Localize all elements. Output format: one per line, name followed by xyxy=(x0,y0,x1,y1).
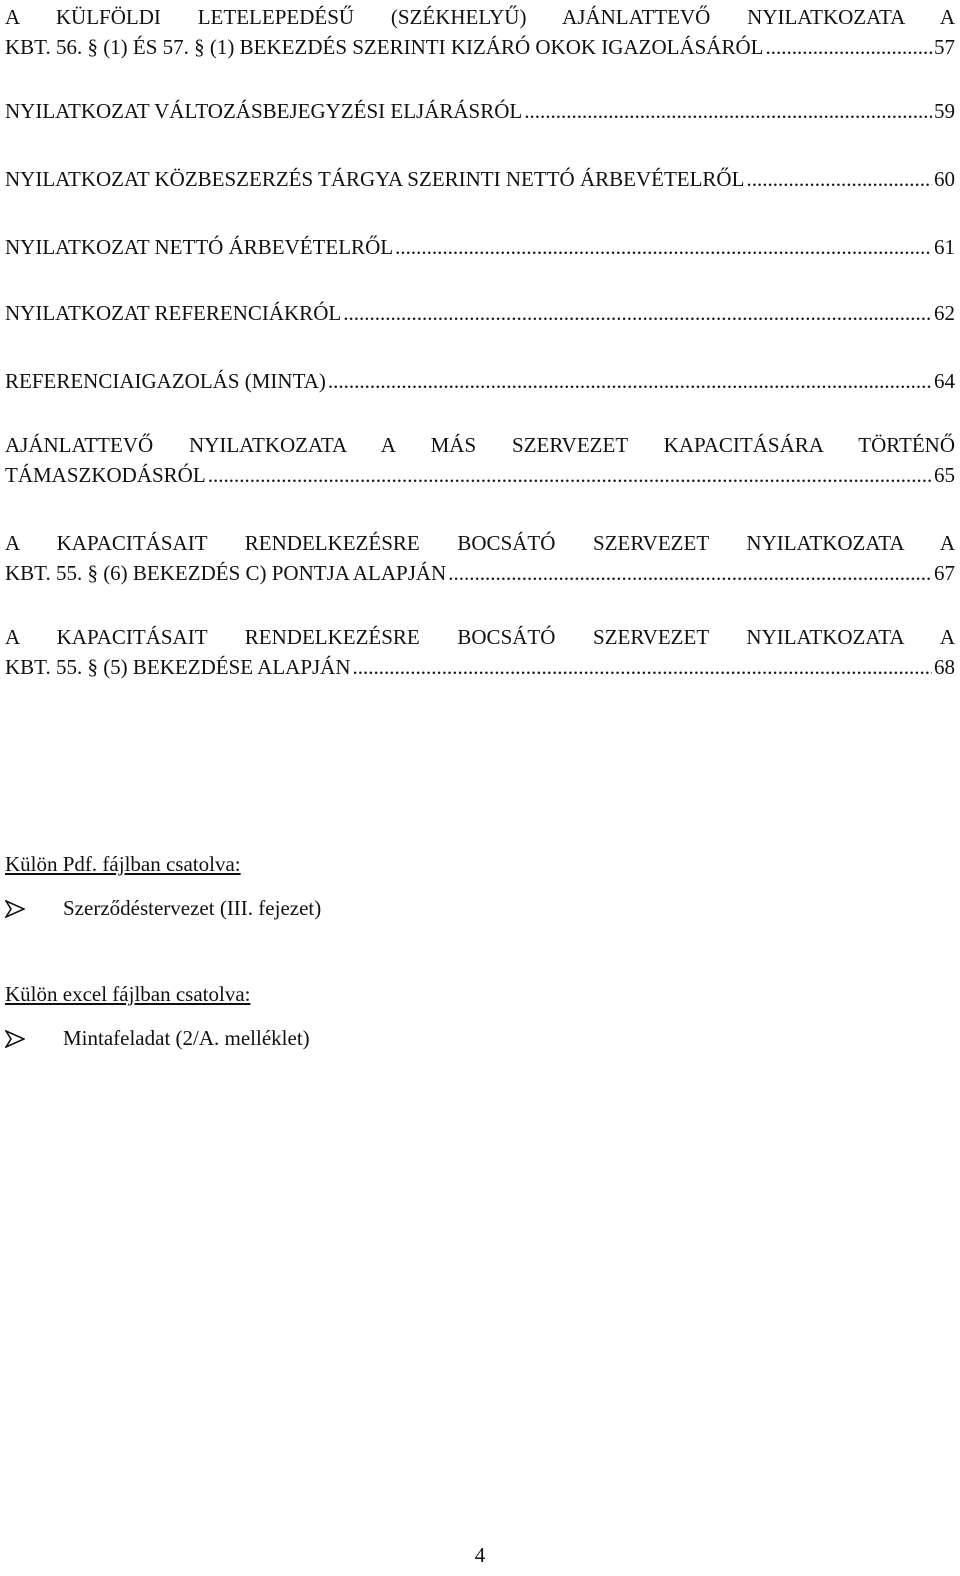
arrowhead-bullet-icon xyxy=(5,893,63,923)
toc-entry[interactable] xyxy=(5,232,955,262)
toc-leader-dots xyxy=(448,558,932,588)
toc-entry-text-line: A KÜLFÖLDI LETELEPEDÉSŰ (SZÉKHELYŰ) AJÁNLATTEVŐ NYILATKOZATA A xyxy=(5,5,955,29)
toc-page-number: 62 xyxy=(934,301,955,325)
toc-entry-text-line: A KAPACITÁSAIT RENDELKEZÉSRE BOCSÁTÓ SZERVEZET NYILATKOZATA A xyxy=(5,531,955,555)
attachment-heading: Külön excel fájlban csatolva: xyxy=(5,982,251,1006)
toc-leader-dots xyxy=(353,652,932,682)
toc-entry-title: NYILATKOZAT KÖZBESZERZÉS TÁRGYA SZERINTI NETTÓ ÁRBEVÉTELRŐL xyxy=(5,167,745,191)
page-number: 4 xyxy=(474,1543,486,1567)
toc-entry[interactable] xyxy=(5,528,955,588)
attachment-item-label: Mintafeladat (2/A. melléklet) xyxy=(63,1026,310,1050)
attachment-list-item xyxy=(5,893,321,923)
toc-entry-title: KBT. 55. § (6) BEKEZDÉS C) PONTJA ALAPJÁN xyxy=(5,561,447,585)
toc-entry[interactable] xyxy=(5,622,955,682)
toc-leader-dots xyxy=(746,164,932,194)
toc-entry[interactable] xyxy=(5,298,955,328)
toc-leader-dots xyxy=(765,32,932,62)
toc-leader-dots xyxy=(208,460,932,490)
toc-entry[interactable] xyxy=(5,164,955,194)
toc-page-number: 65 xyxy=(934,463,955,487)
toc-entry-last-line xyxy=(5,164,955,194)
toc-entry-title: TÁMASZKODÁSRÓL xyxy=(5,463,206,487)
toc-entry[interactable] xyxy=(5,366,955,396)
toc-entry-title: NYILATKOZAT VÁLTOZÁSBEJEGYZÉSI ELJÁRÁSRÓL xyxy=(5,99,523,123)
toc-page-number: 60 xyxy=(934,167,955,191)
toc-entry-last-line xyxy=(5,558,955,588)
toc-leader-dots xyxy=(328,366,932,396)
toc-page-number: 64 xyxy=(934,369,955,393)
attachment-heading: Külön Pdf. fájlban csatolva: xyxy=(5,852,241,876)
toc-entry-title: REFERENCIAIGAZOLÁS (MINTA) xyxy=(5,369,326,393)
attachment-list-item xyxy=(5,1023,310,1053)
toc-entry-title: NYILATKOZAT REFERENCIÁKRÓL xyxy=(5,301,342,325)
toc-entry-last-line xyxy=(5,460,955,490)
toc-page-number: 67 xyxy=(934,561,955,585)
toc-entry[interactable] xyxy=(5,430,955,490)
toc-entry-last-line xyxy=(5,96,955,126)
toc-page-number: 59 xyxy=(934,99,955,123)
toc-page-number: 61 xyxy=(934,235,955,259)
arrowhead-bullet-icon xyxy=(5,1023,63,1053)
toc-leader-dots xyxy=(395,232,932,262)
toc-entry-text-line: A KAPACITÁSAIT RENDELKEZÉSRE BOCSÁTÓ SZERVEZET NYILATKOZATA A xyxy=(5,625,955,649)
toc-entry-last-line xyxy=(5,32,955,62)
toc-entry-title: NYILATKOZAT NETTÓ ÁRBEVÉTELRŐL xyxy=(5,235,394,259)
toc-entry-last-line xyxy=(5,232,955,262)
toc-entry-title: KBT. 56. § (1) ÉS 57. § (1) BEKEZDÉS SZERINTI KIZÁRÓ OKOK IGAZOLÁSÁRÓL xyxy=(5,35,764,59)
toc-page-number: 68 xyxy=(934,655,955,679)
toc-entry-text-line: AJÁNLATTEVŐ NYILATKOZATA A MÁS SZERVEZET KAPACITÁSÁRA TÖRTÉNŐ xyxy=(5,433,955,457)
toc-page-number: 57 xyxy=(934,35,955,59)
attachment-item-label: Szerződéstervezet (III. fejezet) xyxy=(63,896,322,920)
toc-entry-last-line xyxy=(5,366,955,396)
toc-leader-dots xyxy=(524,96,932,126)
toc-entry[interactable] xyxy=(5,2,955,62)
toc-entry-last-line xyxy=(5,652,955,682)
toc-entry-title: KBT. 55. § (5) BEKEZDÉSE ALAPJÁN xyxy=(5,655,351,679)
toc-entry[interactable] xyxy=(5,96,955,126)
toc-entry-last-line xyxy=(5,298,955,328)
toc-leader-dots xyxy=(343,298,932,328)
